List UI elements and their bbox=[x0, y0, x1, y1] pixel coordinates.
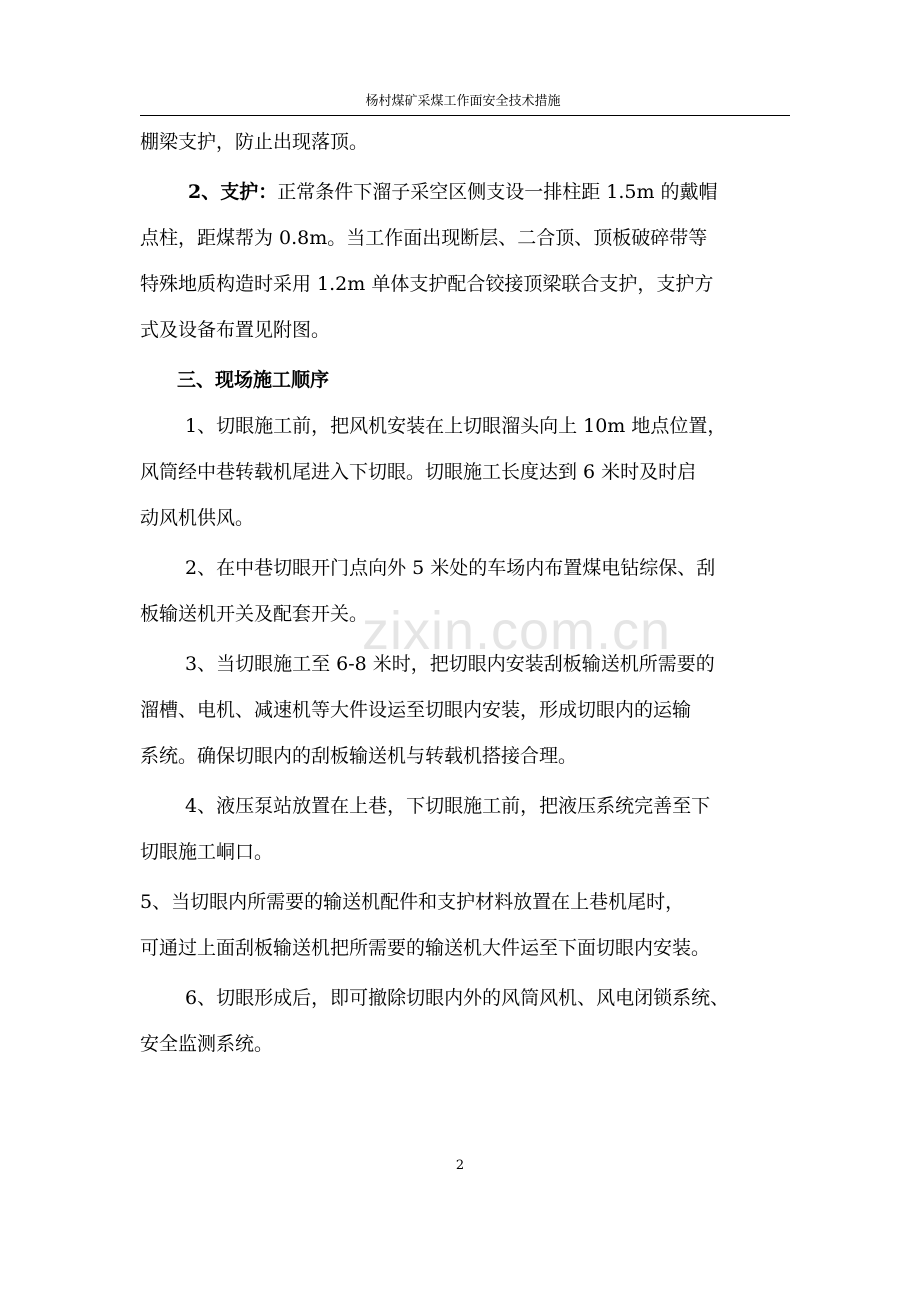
paragraph-line: 式及设备布置见附图。 bbox=[140, 319, 331, 341]
paragraph-line: 切眼施工峒口。 bbox=[140, 841, 274, 863]
paragraph-line: 可通过上面刮板输送机把所需要的输送机大件运至下面切眼内安装。 bbox=[140, 937, 711, 959]
paragraph-line: 点柱，距煤帮为 0.8m。当工作面出现断层、二合顶、顶板破碎带等 bbox=[140, 227, 708, 249]
watermark: zixin.com.cn bbox=[362, 601, 672, 661]
paragraph-line: 特殊地质构造时采用 1.2m 单体支护配合铰接顶梁联合支护，支护方 bbox=[140, 273, 714, 295]
paragraph-line: 1、切眼施工前，把风机安装在上切眼溜头向上 10m 地点位置， bbox=[185, 415, 727, 437]
paragraph-line: 3、当切眼施工至 6-8 米时，把切眼内安装刮板输送机所需要的 bbox=[185, 653, 715, 675]
section-heading: 三、现场施工顺序 bbox=[177, 369, 330, 391]
paragraph-line: 溜槽、电机、减速机等大件设运至切眼内安装，形成切眼内的运输 bbox=[140, 699, 692, 721]
document-body bbox=[140, 119, 800, 1067]
paragraph-line: 安全监测系统。 bbox=[140, 1033, 274, 1055]
paragraph-line: 棚梁支护，防止出现落顶。 bbox=[140, 131, 369, 153]
paragraph-line: 5、当切眼内所需要的输送机配件和支护材料放置在上巷机尾时， bbox=[140, 891, 685, 913]
paragraph-line: 6、切眼形成后，即可撤除切眼内外的风筒风机、风电闭锁系统、 bbox=[185, 987, 730, 1009]
paragraph-line: 动风机供风。 bbox=[140, 507, 255, 529]
paragraph-line: 风筒经中巷转载机尾进入下切眼。切眼施工长度达到 6 米时及时启 bbox=[140, 461, 697, 483]
page-header-title: 杨村煤矿采煤工作面安全技术措施 bbox=[365, 94, 561, 109]
paragraph-line: 系统。确保切眼内的刮板输送机与转载机搭接合理。 bbox=[140, 745, 578, 767]
paragraph-line: 4、液压泵站放置在上巷，下切眼施工前，把液压系统完善至下 bbox=[185, 795, 711, 817]
paragraph-line: 2、在中巷切眼开门点向外 5 米处的车场内布置煤电钻综保、刮 bbox=[185, 557, 716, 579]
header-rule bbox=[140, 115, 790, 116]
paragraph-line: 2、支护：正常条件下溜子采空区侧支设一排柱距 1.5m 的戴帽 bbox=[188, 181, 718, 203]
paragraph-line: 板输送机开关及配套开关。 bbox=[140, 603, 369, 625]
section-subheading: 2、支护： bbox=[188, 181, 278, 203]
page-number: 2 bbox=[455, 1158, 465, 1173]
